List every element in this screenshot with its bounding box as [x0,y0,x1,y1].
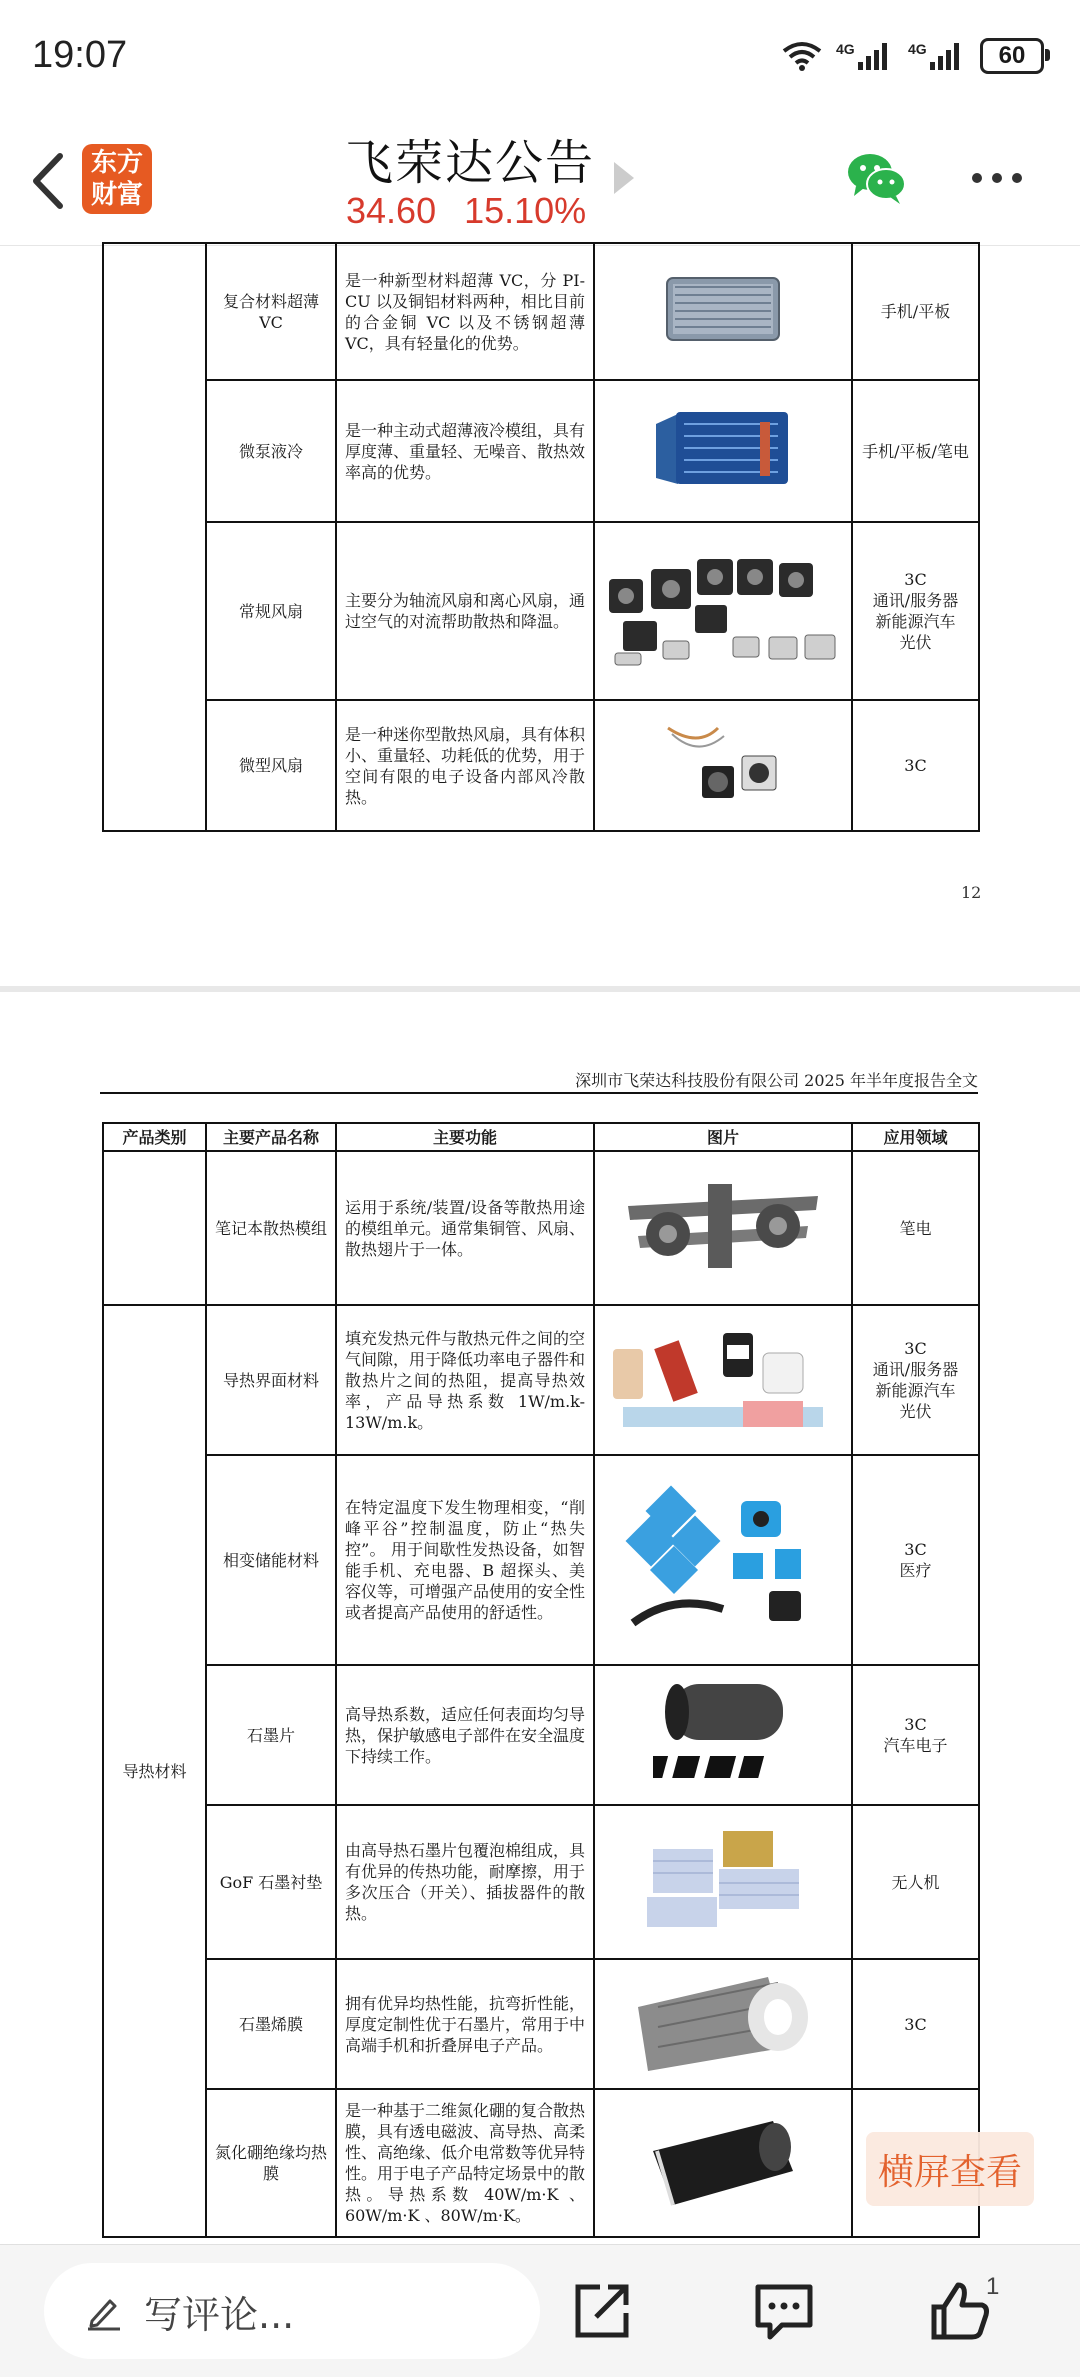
table-row [103,1805,979,1959]
stock-price: 34.60 [346,190,437,231]
comment-placeholder: 写评论... [144,2292,295,2337]
liquid-cooling-image [648,404,798,494]
comment-input[interactable] [44,2263,540,2359]
pen-icon [84,2291,124,2331]
product-table-1 [102,242,980,832]
table-row [103,522,979,700]
app-header [0,110,1080,246]
table-row [103,380,979,522]
gof-gasket-image [633,1825,813,1935]
document-page-1[interactable] [0,246,1080,986]
table-row [103,1665,979,1805]
product-image [594,1151,852,1305]
vc-plate-image [663,274,783,344]
page-number: 12 [961,883,982,902]
wechat-icon[interactable] [846,150,908,206]
stock-change: 15.10% [464,190,587,231]
product-image [594,1805,852,1959]
logo-text-bottom: 财富 [90,180,143,210]
product-desc: 在特定温度下发生物理相变，“削峰平谷”控制温度，防止“热失控”。 用于间歇性发热设备，如智能手机、充电器、B 超探头、美容仪等，可增强产品使用的安全性或者提高产品使用的舒适性。 [336,1455,594,1665]
application-field: 手机/平板 [852,243,979,380]
share-icon[interactable] [570,2279,634,2343]
product-desc: 拥有优异均热性能，抗弯折性能，厚度定制性优于石墨片，常用于中高端手机和折叠屏电子产品。 [336,1959,594,2089]
product-image [594,243,852,380]
category-cell [103,243,206,831]
header-rule [100,1092,978,1094]
bottom-action-bar [0,2244,1080,2377]
column-header: 图片 [594,1123,852,1151]
status-bar [0,0,1080,110]
product-image [594,1305,852,1455]
table-row [103,1455,979,1665]
application-field: 3C [852,1959,979,2089]
application-field: 3C [852,700,979,831]
product-image [594,522,852,700]
fans-image [603,549,843,669]
signal-icon-1 [836,40,894,72]
thermal-interface-image [603,1323,843,1433]
product-name: 石墨片 [206,1665,336,1805]
product-desc: 主要分为轴流风扇和离心风扇，通过空气的对流帮助散热和降温。 [336,522,594,700]
product-image [594,700,852,831]
more-options-icon[interactable] [972,166,1034,190]
product-image [594,1959,852,2089]
application-field: 3C 汽车电子 [852,1665,979,1805]
comments-icon[interactable] [752,2279,816,2343]
product-image [594,1455,852,1665]
product-name: GoF 石墨衬垫 [206,1805,336,1959]
product-name: 笔记本散热模组 [206,1151,336,1305]
stock-quote [346,190,614,232]
column-header: 产品类别 [103,1123,206,1151]
svg-text:4G: 4G [908,41,927,57]
application-field: 3C 通讯/服务器 新能源汽车 光伏 [852,1305,979,1455]
product-name: 导热界面材料 [206,1305,336,1455]
category-cell [103,1151,206,1305]
svg-text:4G: 4G [836,41,855,57]
logo-text-top: 东方 [90,148,143,178]
application-field: 手机/平板/笔电 [852,380,979,522]
product-desc: 是一种迷你型散热风扇，具有体积小、重量轻、功耗低的优势，用于空间有限的电子设备内部风冷散热。 [336,700,594,831]
product-name: 微型风扇 [206,700,336,831]
application-field: 笔电 [852,1151,979,1305]
product-name: 微泵液冷 [206,380,336,522]
product-name: 石墨烯膜 [206,1959,336,2089]
table-row [103,2089,979,2237]
product-name: 氮化硼绝缘均热膜 [206,2089,336,2237]
product-desc: 由高导热石墨片包覆泡棉组成，具有优异的传热功能，耐摩擦，用于多次压合（开关）、插拔器件的散热。 [336,1805,594,1959]
status-icons [782,38,1044,74]
column-header: 主要功能 [336,1123,594,1151]
wifi-icon [782,41,822,71]
table-row [103,1959,979,2089]
boron-nitride-film-image [643,2111,803,2211]
laptop-cooling-module-image [618,1176,828,1276]
landscape-view-button[interactable]: 横屏查看 [866,2132,1034,2206]
product-image [594,2089,852,2237]
like-count: 1 [986,2273,1000,2300]
category-cell: 导热材料 [103,1305,206,2237]
table-row [103,1151,979,1305]
table-row [103,1305,979,1455]
table-row [103,700,979,831]
graphite-sheet-image [653,1678,793,1788]
product-desc: 运用于系统/装置/设备等散热用途的模组单元。通常集铜管、风扇、散热翅片于一体。 [336,1151,594,1305]
status-time: 19:07 [32,34,128,76]
product-desc: 是一种基于二维氮化硼的复合散热膜，具有透电磁波、高导热、高柔性、高绝缘、低介电常数等优异特性。用于电子产品特定场景中的散热。导热系数 40W/m·K 、 60W/m·K 、80W/m·K。 [336,2089,594,2237]
signal-icon-2 [908,40,966,72]
column-header: 应用领域 [852,1123,979,1151]
table-row [103,243,979,380]
application-field: 3C 医疗 [852,1455,979,1665]
product-image [594,1665,852,1805]
product-name: 相变储能材料 [206,1455,336,1665]
product-desc: 高导热系数，适应任何表面均匀导热，保护敏感电子部件在安全温度下持续工作。 [336,1665,594,1805]
app-logo[interactable] [82,144,152,214]
application-field: 3C 通讯/服务器 新能源汽车 光伏 [852,522,979,700]
product-desc: 是一种新型材料超薄 VC，分 PI-CU 以及铜铝材料两种，相比目前的合金铜 VC 以及不锈钢超薄 VC，具有轻量化的优势。 [336,243,594,380]
graphene-film-image [628,1967,818,2077]
expand-triangle-icon[interactable] [614,162,634,194]
column-header: 主要产品名称 [206,1123,336,1151]
product-name: 常规风扇 [206,522,336,700]
like-icon[interactable] [928,2279,992,2343]
product-desc: 是一种主动式超薄液冷模组，具有厚度薄、重量轻、无噪音、散热效率高的优势。 [336,380,594,522]
micro-fan-image [658,718,788,808]
phase-change-image [623,1483,823,1633]
product-desc: 填充发热元件与散热元件之间的空气间隙，用于降低功率电子器件和散热片之间的热阻，提高导热效率，产品导热系数 1W/m.k-13W/m.k。 [336,1305,594,1455]
application-field: 无人机 [852,1805,979,1959]
product-image [594,380,852,522]
product-name: 复合材料超薄VC [206,243,336,380]
product-table-2 [102,1122,980,2238]
table-header-row [103,1123,979,1151]
page-title: 飞荣达公告 [344,135,595,191]
running-header: 深圳市飞荣达科技股份有限公司 2025 年半年度报告全文 [575,1071,978,1090]
battery-indicator: 60 [980,38,1044,74]
document-page-2[interactable] [0,992,1080,2244]
back-arrow-icon[interactable] [22,148,78,214]
